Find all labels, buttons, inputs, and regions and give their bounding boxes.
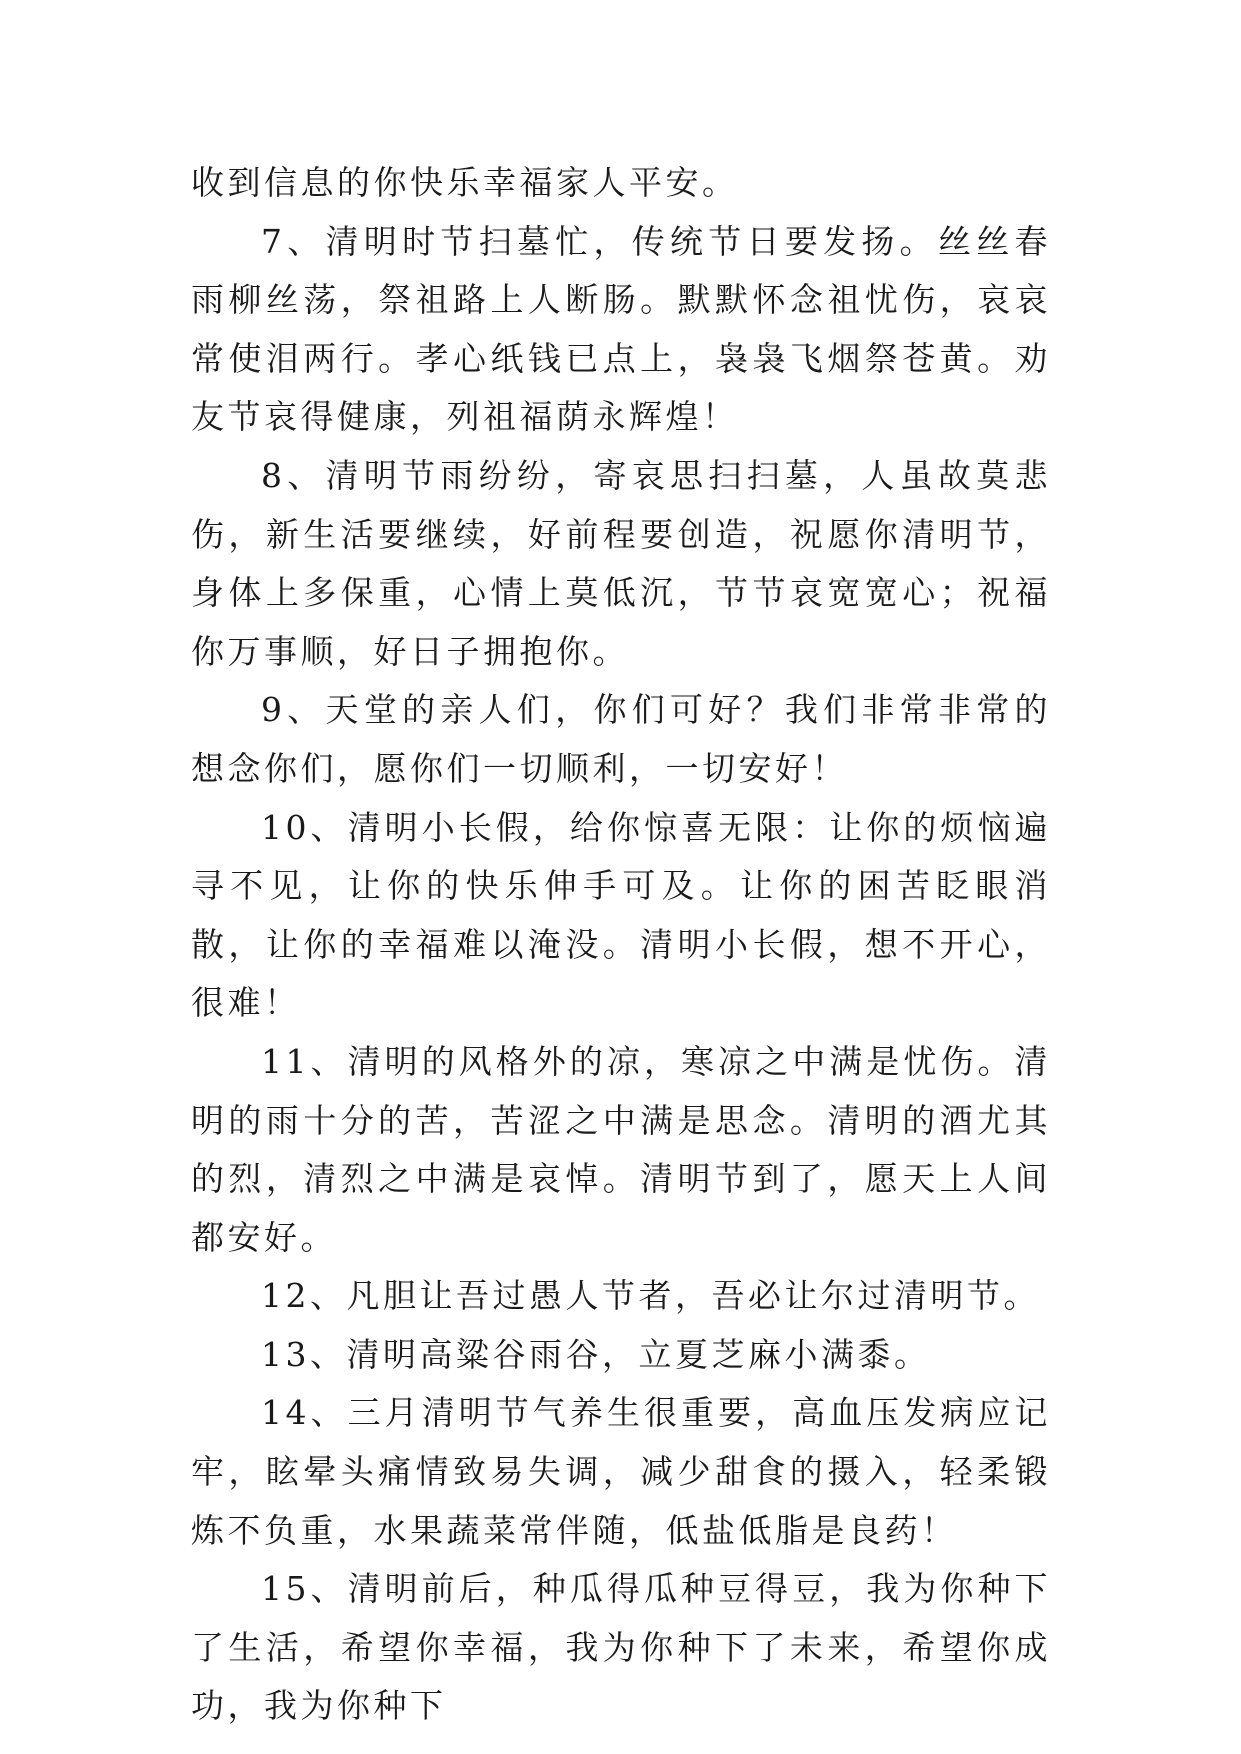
- paragraph-15: 15、清明前后，种瓜得瓜种豆得豆，我为你种下了生活，希望你幸福，我为你种下了未来，希望你成功，我为你种下: [191, 1569, 1051, 1726]
- paragraph-14: 14、三月清明节气养生很重要，高血压发病应记牢，眩晕头痛情致易失调，减少甜食的摄入，轻柔锻炼不负重，水果蔬菜常伴随，低盐低脂是良药！: [191, 1393, 1051, 1550]
- document-body: [191, 154, 1051, 1736]
- paragraph-continuation: 收到信息的你快乐幸福家人平安。: [191, 163, 739, 202]
- paragraph-10: 10、清明小长假，给你惊喜无限：让你的烦恼遍寻不见，让你的快乐伸手可及。让你的困苦眨眼消散，让你的幸福难以淹没。清明小长假，想不开心，很难！: [191, 807, 1051, 1023]
- paragraph-12: 12、凡胆让吾过愚人节者，吾必让尔过清明节。: [261, 1276, 1040, 1316]
- paragraph-9: 9、天堂的亲人们，你们可好？我们非常非常的想念你们，愿你们一切顺利，一切安好！: [191, 690, 1051, 788]
- paragraph-7: 7、清明时节扫墓忙，传统节日要发扬。丝丝春雨柳丝荡，祭祖路上人断肠。默默怀念祖忧伤，哀哀常使泪两行。孝心纸钱已点上，袅袅飞烟祭苍黄。劝友节哀得健康，列祖福荫永辉煌！: [191, 221, 1051, 437]
- paragraph-13: 13、清明高粱谷雨谷，立夏芝麻小满黍。: [261, 1334, 931, 1374]
- paragraph-11: 11、清明的风格外的凉，寒凉之中满是忧伤。清明的雨十分的苦，苦涩之中满是思念。清明的酒尤其的烈，清烈之中满是哀悼。清明节到了，愿天上人间都安好。: [191, 1041, 1051, 1257]
- paragraph-8: 8、清明节雨纷纷，寄哀思扫扫墓，人虽故莫悲伤，新生活要继续，好前程要创造，祝愿你清明节，身体上多保重，心情上莫低沉，节节哀宽宽心；祝福你万事顺，好日子拥抱你。: [191, 455, 1051, 671]
